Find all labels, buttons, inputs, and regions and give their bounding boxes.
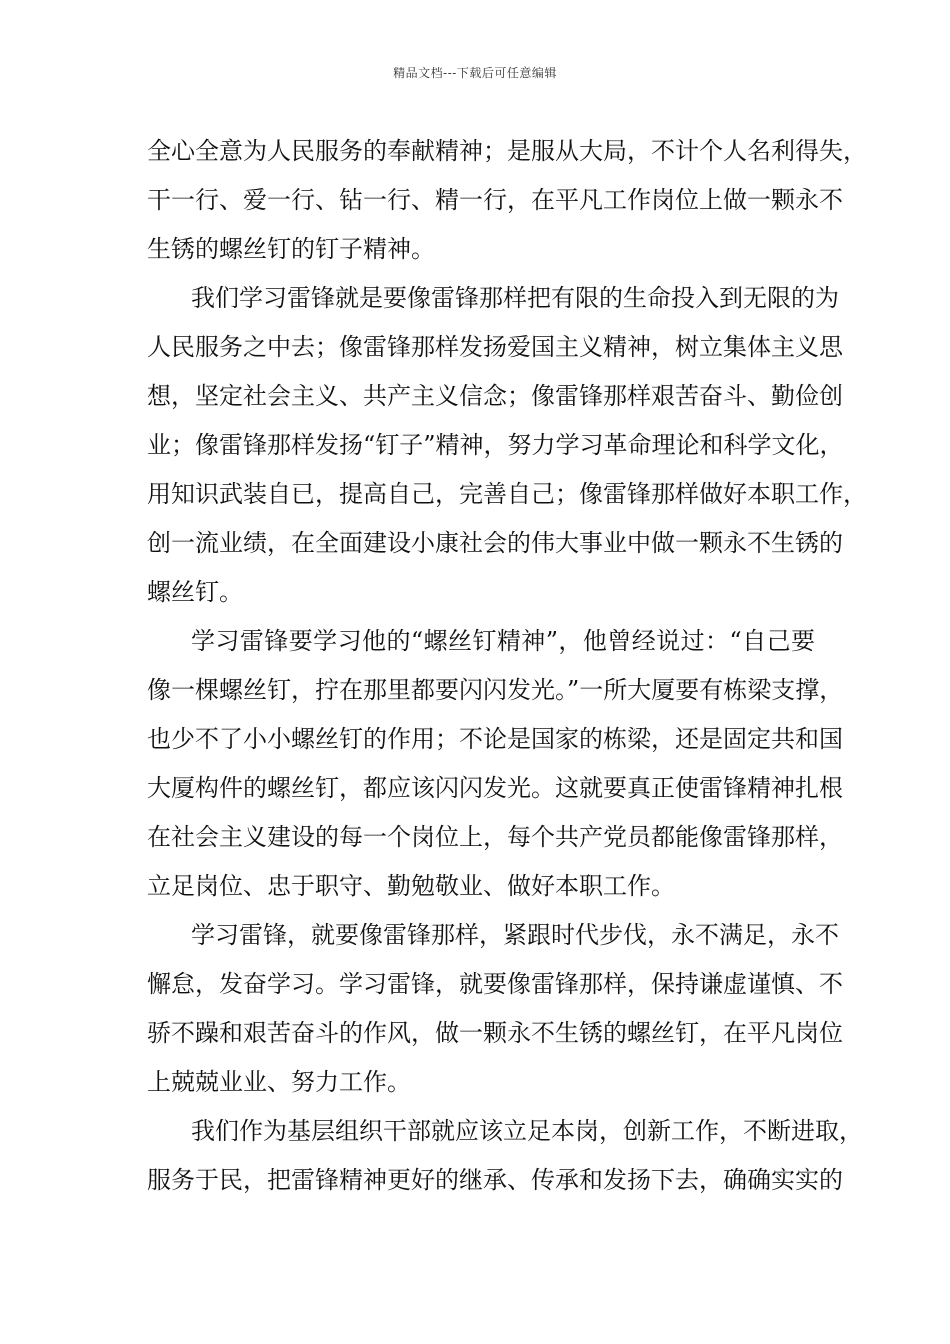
text-line: 立足岗位、忠于职守、勤勉敬业、做好本职工作。 [147,872,675,900]
document-body [147,127,867,1205]
text-line: 懈怠，发奋学习。学习雷锋，就要像雷锋那样，保持谦虚谨慎、不 [147,970,843,998]
text-line: 我们作为基层组织干部就应该立足本岗，创新工作，不断进取， [191,1117,863,1145]
text-line: 学习雷锋，就要像雷锋那样，紧跟时代步伐，永不满足，永不 [191,921,839,949]
text-line: 像一棵螺丝钉，拧在那里都要闪闪发光。”一所大厦要有栋梁支撑， [147,676,844,704]
text-line: 大厦构件的螺丝钉，都应该闪闪发光。这就要真正使雷锋精神扎根 [147,774,843,802]
text-line: 也少不了小小螺丝钉的作用；不论是国家的栋梁，还是固定共和国 [147,725,843,753]
text-line: 在社会主义建设的每一个岗位上，每个共产党员都能像雷锋那样， [147,823,843,851]
text-line: 想，坚定社会主义、共产主义信念；像雷锋那样艰苦奋斗、勤俭创 [147,382,843,410]
text-line: 用知识武装自已，提高自己，完善自己；像雷锋那样做好本职工作， [147,480,867,508]
text-line: 生锈的螺丝钉的钉子精神。 [147,235,435,263]
page-header: 精品文档---下载后可任意编辑 [393,66,557,80]
text-line: 学习雷锋要学习他的“螺丝钉精神”，他曾经说过：“自己要 [191,627,815,655]
text-line: 螺丝钉。 [147,578,243,606]
text-line: 上兢兢业业、努力工作。 [147,1068,411,1096]
text-line: 我们学习雷锋就是要像雷锋那样把有限的生命投入到无限的为 [191,284,839,312]
text-line: 骄不躁和艰苦奋斗的作风，做一颗永不生锈的螺丝钉，在平凡岗位 [147,1019,843,1047]
text-line: 创一流业绩，在全面建设小康社会的伟大事业中做一颗永不生锈的 [147,529,843,557]
text-line: 全心全意为人民服务的奉献精神；是服从大局，不计个人名利得失， [147,137,867,165]
text-line: 人民服务之中去；像雷锋那样发扬爱国主义精神，树立集体主义思 [147,333,843,361]
text-line: 业；像雷锋那样发扬“钉子”精神，努力学习革命理论和科学文化， [147,431,844,459]
text-line: 干一行、爱一行、钻一行、精一行，在平凡工作岗位上做一颗永不 [147,186,843,214]
text-line: 服务于民，把雷锋精神更好的继承、传承和发扬下去，确确实实的 [147,1166,843,1194]
